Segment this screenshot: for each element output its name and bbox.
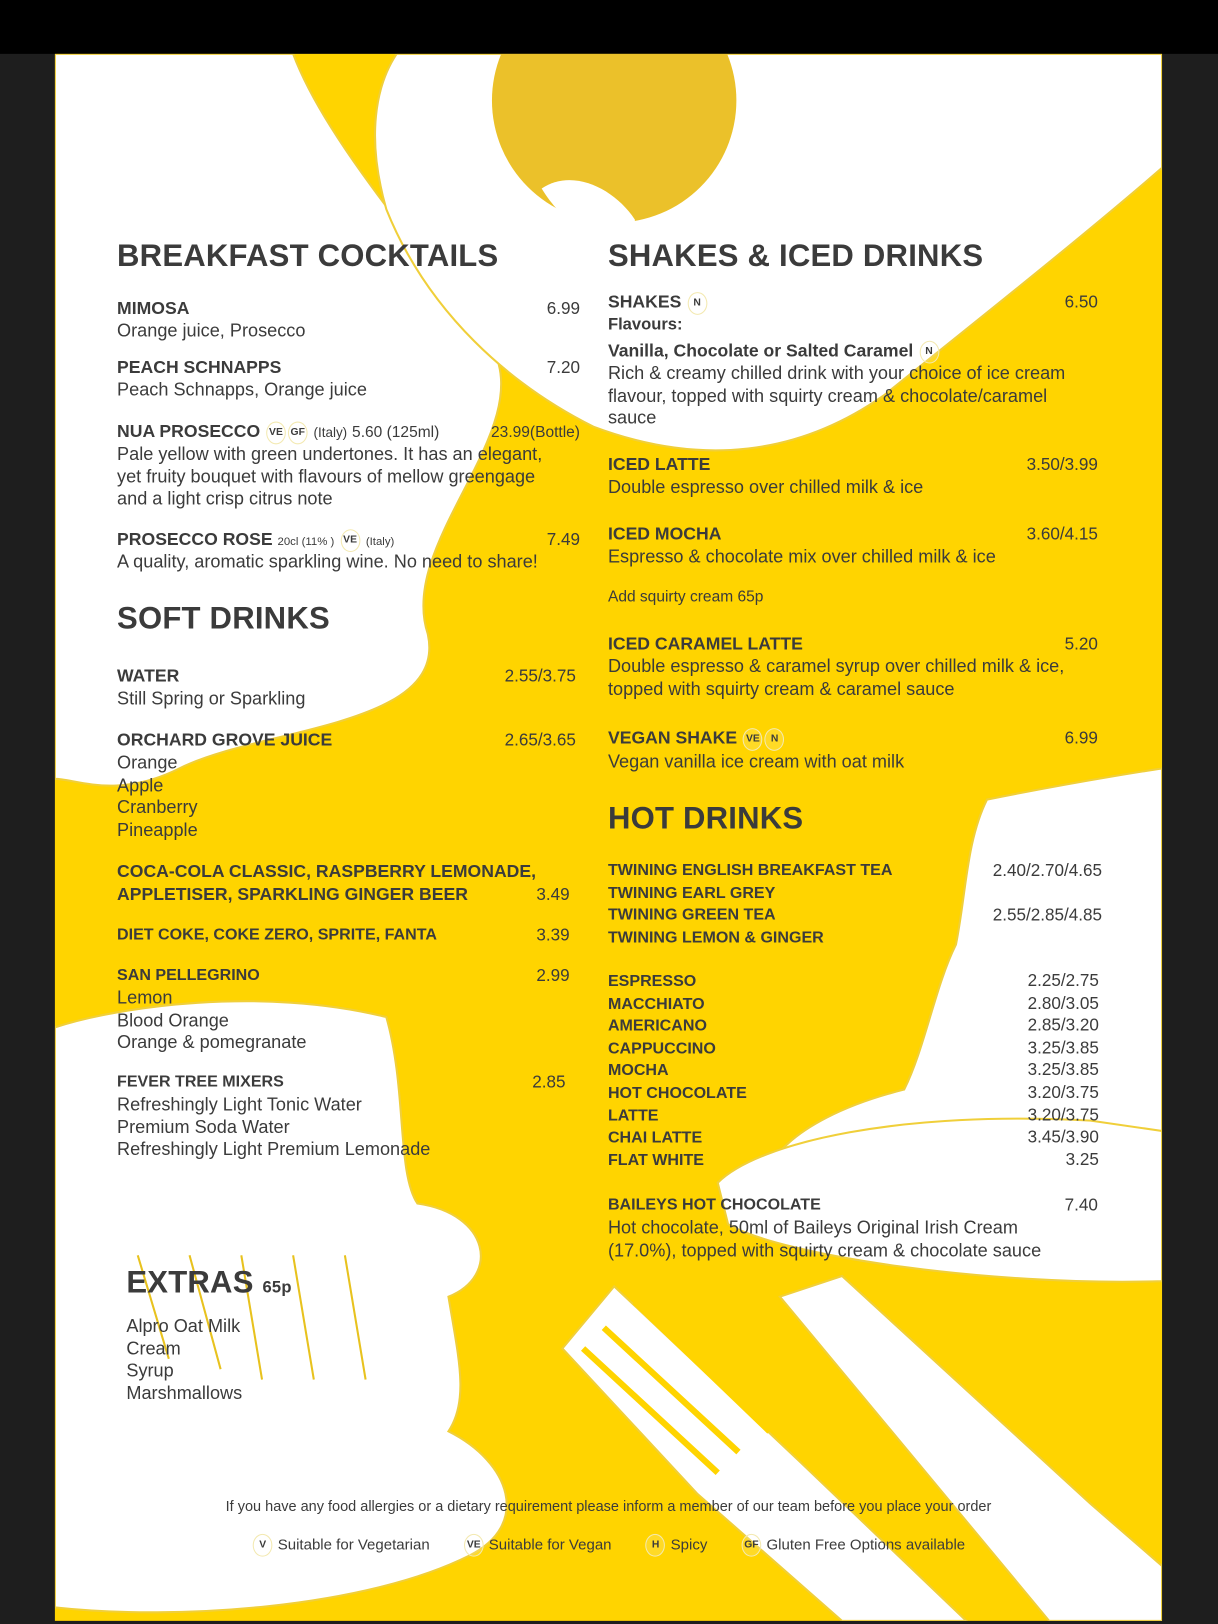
item-size: 20cl (11% )	[277, 535, 335, 548]
extras-price: 65p	[262, 1279, 292, 1297]
legend-item	[252, 1537, 430, 1554]
item-name: MIMOSA	[117, 298, 190, 318]
coffee-price: 2.25/2.75	[1027, 971, 1099, 991]
option-line: Premium Soda Water	[117, 1116, 290, 1137]
item-options	[117, 987, 306, 1054]
coffee-item: CHAI LATTE	[607, 1129, 703, 1147]
item-price: 2.99	[536, 966, 570, 985]
option-line: Refreshingly Light Premium Lemonade	[117, 1138, 431, 1160]
item-description	[608, 1217, 1041, 1262]
item-options	[117, 752, 198, 842]
description-line: flavour, topped with squirty cream & chocolate/caramel	[607, 384, 1048, 406]
item-name: ICED CARAMEL LATTE	[607, 633, 803, 654]
legend-item	[645, 1537, 708, 1554]
option-line: Orange	[117, 751, 178, 773]
item-name-row	[117, 528, 394, 553]
top-bar	[0, 0, 1218, 54]
coffee-price: 3.25/3.85	[1027, 1060, 1099, 1080]
item-name: FEVER TREE MIXERS	[117, 1072, 284, 1091]
option-line: Apple	[117, 774, 164, 796]
item-price: 6.99	[1064, 729, 1098, 748]
option-line: Blood Orange	[117, 1009, 229, 1031]
coffee-item: MOCHA	[607, 1061, 669, 1080]
dietary-legend	[55, 1534, 1162, 1557]
legend-label: Gluten Free Options available	[766, 1536, 966, 1554]
item-price: 6.50	[1064, 293, 1098, 312]
extra-item: Marshmallows	[126, 1382, 243, 1404]
allergy-notice: If you have any food allergies or a dietary requirement please inform a member of our team before you place your order	[225, 1497, 992, 1515]
section-heading-extras	[126, 1266, 291, 1306]
item-name: SHAKES	[607, 292, 682, 312]
item-price: 2.55/3.75	[504, 666, 576, 686]
coffee-item: CAPPUCCINO	[607, 1039, 716, 1058]
coffee-prices	[1028, 970, 1099, 1171]
item-name-row	[117, 420, 439, 444]
item-price: 6.99	[546, 299, 580, 318]
description-line: Hot chocolate, 50ml of Baileys Original Irish Cream	[607, 1216, 1018, 1238]
tea-item: TWINING LEMON & GINGER	[607, 928, 824, 947]
section-heading-soft-drinks: SOFT DRINKS	[117, 601, 330, 636]
item-price: 7.49	[546, 530, 580, 549]
description-line: Double espresso & caramel syrup over chilled milk & ice,	[607, 655, 1065, 677]
coffee-price: 3.20/3.75	[1027, 1105, 1099, 1125]
item-price: 2.85	[532, 1072, 566, 1092]
add-on-note: Add squirty cream 65p	[607, 588, 764, 606]
extra-item: Alpro Oat Milk	[126, 1315, 241, 1337]
tea-item: TWINING ENGLISH BREAKFAST TEA	[607, 861, 893, 880]
legend-label: Suitable for Vegetarian	[277, 1536, 430, 1554]
item-description: Orange juice, Prosecco	[117, 320, 306, 341]
tea-price-1: 2.40/2.70/4.65	[992, 861, 1102, 881]
tea-item: TWINING GREEN TEA	[607, 906, 776, 924]
item-description: Peach Schnapps, Orange juice	[117, 379, 367, 400]
coffee-list	[608, 970, 747, 1171]
nuts-badge-icon: N	[919, 340, 939, 363]
description-line: Rich & creamy chilled drink with your choice of ice cream	[607, 362, 1066, 384]
item-price: 3.39	[536, 925, 570, 945]
extras-list	[126, 1315, 242, 1405]
vegan-badge-icon: VE	[743, 728, 763, 751]
coffee-item: LATTE	[607, 1106, 659, 1125]
description-line: topped with squirty cream & caramel sauce	[607, 678, 955, 699]
item-description: Espresso & chocolate mix over chilled milk & ice	[607, 545, 996, 567]
coffee-item: FLAT WHITE	[607, 1151, 704, 1170]
flavour-options	[608, 340, 940, 363]
tea-list	[608, 860, 893, 949]
vegan-badge-icon: VE	[340, 529, 360, 552]
section-heading-shakes: SHAKES & ICED DRINKS	[607, 239, 984, 274]
bottle-price: 23.99(Bottle)	[491, 423, 580, 442]
option-line: Lemon	[117, 987, 173, 1008]
item-description: Double espresso over chilled milk & ice	[607, 476, 924, 498]
legend-label: Spicy	[670, 1536, 708, 1554]
description-line: Pale yellow with green undertones. It has an elegant,	[117, 443, 543, 464]
coffee-price: 3.25/3.85	[1027, 1038, 1099, 1058]
item-origin: (Italy)	[313, 424, 348, 441]
tea-item: TWINING EARL GREY	[607, 883, 776, 902]
item-description	[608, 362, 1065, 429]
coffee-price: 3.25	[1065, 1150, 1099, 1170]
item-name-row	[608, 291, 708, 314]
item-price: 3.49	[536, 885, 570, 905]
item-description: Vegan vanilla ice cream with oat milk	[607, 750, 905, 772]
item-price: 7.20	[546, 358, 580, 377]
coffee-item: AMERICANO	[607, 1017, 707, 1035]
item-name: DIET COKE, COKE ZERO, SPRITE, FANTA	[117, 925, 437, 944]
item-name: COCA-COLA CLASSIC, RASPBERRY LEMONADE,	[117, 861, 537, 882]
item-name: ICED MOCHA	[607, 524, 722, 544]
glass-price: 5.60 (125ml)	[352, 423, 440, 442]
coffee-price: 2.80/3.05	[1027, 993, 1099, 1013]
item-price: 2.65/3.65	[504, 731, 576, 750]
option-line: Pineapple	[117, 819, 198, 841]
description-line: yet fruity bouquet with flavours of mellow greengage	[117, 465, 536, 487]
item-name-row	[608, 727, 786, 750]
extra-item: Cream	[126, 1337, 181, 1359]
item-name: ORCHARD GROVE JUICE	[117, 730, 333, 750]
coffee-item: HOT CHOCOLATE	[607, 1084, 747, 1102]
tea-price-2: 2.55/2.85/4.85	[992, 906, 1102, 925]
gluten-free-badge-icon: GF	[742, 1534, 762, 1557]
legend-label: Suitable for Vegan	[488, 1536, 612, 1554]
item-name: VEGAN SHAKE	[607, 728, 738, 748]
item-price: 5.20	[1064, 634, 1098, 654]
description-line: and a light crisp citrus note	[117, 488, 333, 509]
item-name: ICED LATTE	[607, 454, 711, 475]
item-name: PROSECCO ROSE	[117, 529, 273, 549]
item-description: Still Spring or Sparkling	[117, 687, 306, 709]
legend-item	[463, 1537, 612, 1554]
gluten-free-badge-icon: GF	[288, 421, 308, 444]
item-name: BAILEYS HOT CHOCOLATE	[607, 1196, 821, 1214]
description-line: sauce	[607, 407, 657, 429]
option-line: Cranberry	[117, 796, 198, 818]
item-price: 3.50/3.99	[1026, 455, 1098, 475]
item-price: 7.40	[1064, 1196, 1098, 1215]
vegan-badge-icon: VE	[266, 421, 286, 444]
flavours-label: Flavours:	[607, 315, 683, 334]
item-origin: (Italy)	[365, 535, 395, 548]
item-name: SAN PELLEGRINO	[117, 966, 260, 984]
nuts-badge-icon: N	[687, 292, 707, 315]
coffee-item: MACCHIATO	[607, 994, 705, 1013]
item-description	[117, 443, 542, 510]
flavour-options-text: Vanilla, Chocolate or Salted Caramel	[607, 340, 914, 361]
option-line: Refreshingly Light Tonic Water	[117, 1093, 362, 1115]
menu-page	[55, 54, 1162, 1621]
item-name: WATER	[117, 665, 180, 686]
item-description: A quality, aromatic sparkling wine. No need to share!	[117, 550, 538, 572]
coffee-item: ESPRESSO	[607, 972, 697, 991]
nuts-badge-icon: N	[765, 728, 785, 751]
legend-item	[741, 1537, 966, 1554]
coffee-price: 2.85/3.20	[1027, 1016, 1099, 1035]
option-line: Orange & pomegranate	[117, 1031, 307, 1053]
coffee-price: 3.20/3.75	[1027, 1083, 1099, 1102]
item-options	[117, 1094, 430, 1161]
vegetarian-badge-icon: V	[253, 1534, 273, 1557]
spicy-badge-icon: H	[646, 1534, 666, 1557]
item-name: PEACH SCHNAPPS	[117, 357, 282, 377]
coffee-price: 3.45/3.90	[1027, 1128, 1099, 1147]
extras-heading: EXTRAS	[126, 1265, 254, 1300]
item-name: APPLETISER, SPARKLING GINGER BEER	[117, 884, 468, 905]
vegan-badge-icon: VE	[464, 1534, 484, 1557]
extra-item: Syrup	[126, 1360, 174, 1381]
item-name: NUA PROSECCO	[117, 421, 261, 442]
section-heading-hot-drinks: HOT DRINKS	[607, 801, 804, 836]
section-heading-breakfast-cocktails: BREAKFAST COCKTAILS	[117, 239, 499, 274]
item-description	[608, 656, 1064, 701]
item-price: 3.60/4.15	[1026, 525, 1098, 544]
description-line: (17.0%), topped with squirty cream & chocolate sauce	[607, 1239, 1042, 1261]
